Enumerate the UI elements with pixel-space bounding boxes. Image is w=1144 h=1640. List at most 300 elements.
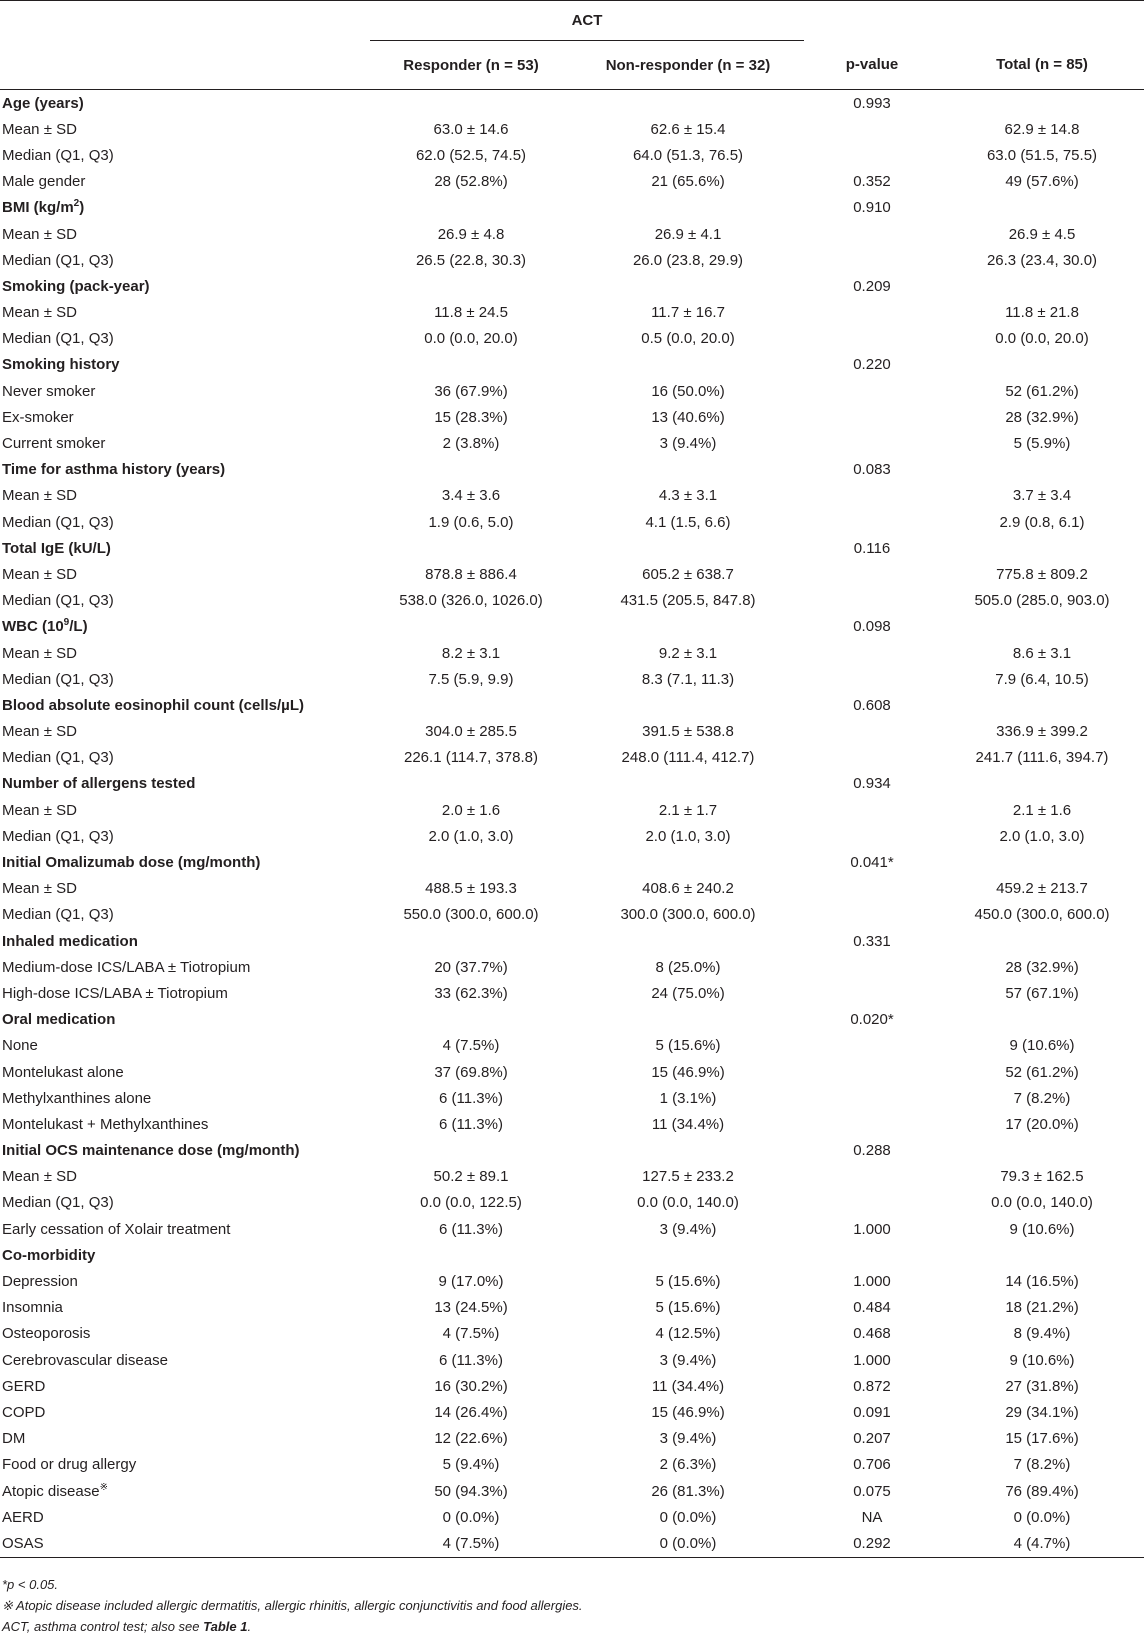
- row-label: [0, 300, 370, 326]
- cell-total: [940, 352, 1144, 378]
- row-label-text: Time for asthma history (years): [2, 461, 226, 479]
- cell-non-responder: [572, 928, 804, 954]
- cell-non-responder: 62.6 ± 15.4: [650, 120, 726, 138]
- row-label: [0, 378, 370, 404]
- cell-total: 0.0 (0.0, 20.0): [995, 330, 1089, 348]
- section-row: [0, 195, 1144, 221]
- row-label-text: WBC (10: [2, 618, 64, 636]
- cell-responder: 50 (94.3%): [434, 1482, 508, 1500]
- cell-total: 3.7 ± 3.4: [1012, 487, 1072, 505]
- cell-total: [940, 1138, 1144, 1164]
- row-label: [0, 1007, 370, 1033]
- row-label: [0, 980, 370, 1006]
- cell-p-value: 0.098: [853, 618, 891, 636]
- cell-total: 9 (10.6%): [1009, 1037, 1075, 1055]
- cell-responder: 26.5 (22.8, 30.3): [415, 251, 527, 269]
- section-row: [0, 352, 1144, 378]
- cell-p-value: 0.220: [853, 356, 891, 374]
- cell-non-responder: 64.0 (51.3, 76.5): [632, 146, 744, 164]
- row-label-text: Age (years): [2, 94, 84, 112]
- cell-total: 57 (67.1%): [1005, 984, 1079, 1002]
- cell-responder: 6 (11.3%): [439, 1351, 503, 1369]
- cell-non-responder: 4 (12.5%): [655, 1325, 721, 1343]
- cell-p-value: [804, 247, 940, 273]
- row-label: [0, 1059, 370, 1085]
- row-label-text: Median (Q1, Q3): [2, 827, 114, 845]
- row-label-text: Blood absolute eosinophil count (cells/µL): [2, 696, 304, 714]
- cell-total: 459.2 ± 213.7: [996, 880, 1088, 898]
- cell-responder: [370, 195, 572, 221]
- cell-responder: 226.1 (114.7, 378.8): [404, 749, 538, 767]
- cell-non-responder: 3 (9.4%): [659, 1430, 717, 1448]
- row-label: [0, 535, 370, 561]
- cell-non-responder: 431.5 (205.5, 847.8): [620, 592, 756, 610]
- cell-responder: 4 (7.5%): [442, 1325, 500, 1343]
- cell-p-value: 0.993: [853, 94, 891, 112]
- cell-total: 5 (5.9%): [1013, 435, 1071, 453]
- cell-non-responder: 5 (15.6%): [655, 1299, 721, 1317]
- row-label: [0, 1242, 370, 1268]
- cell-total: 62.9 ± 14.8: [1004, 120, 1080, 138]
- row-label: [0, 169, 370, 195]
- cell-responder: 0.0 (0.0, 122.5): [420, 1194, 522, 1212]
- cell-responder: 28 (52.8%): [434, 173, 508, 191]
- row-label-text: Food or drug allergy: [2, 1456, 137, 1474]
- cell-p-value: [804, 1059, 940, 1085]
- cell-total: 4 (4.7%): [1013, 1534, 1071, 1552]
- table-row: [0, 483, 1144, 509]
- table-row: [0, 1085, 1144, 1111]
- cell-p-value: 1.000: [853, 1273, 891, 1291]
- cell-responder: 878.8 ± 886.4: [425, 565, 517, 583]
- row-label-text: Mean ± SD: [2, 304, 77, 322]
- cell-p-value: [804, 378, 940, 404]
- section-row: [0, 614, 1144, 640]
- cell-total: 52 (61.2%): [1005, 382, 1079, 400]
- cell-responder: 12 (22.6%): [434, 1430, 508, 1448]
- cell-total: 9 (10.6%): [1009, 1351, 1075, 1369]
- cell-responder: [370, 535, 572, 561]
- table-row: [0, 1190, 1144, 1216]
- cell-total: [940, 273, 1144, 299]
- row-label-text: Mean ± SD: [2, 644, 77, 662]
- footnote-abbreviation-end: .: [247, 1619, 252, 1634]
- cell-total: 2.1 ± 1.6: [1012, 801, 1072, 819]
- cell-responder: [370, 692, 572, 718]
- cell-non-responder: 26.9 ± 4.1: [654, 225, 722, 243]
- cell-p-value: [804, 1111, 940, 1137]
- column-header-variable: [0, 41, 370, 90]
- cell-p-value: 0.116: [853, 539, 891, 557]
- table-row: [0, 719, 1144, 745]
- cell-total: 9 (10.6%): [1009, 1220, 1075, 1238]
- table-row: [0, 902, 1144, 928]
- cell-p-value: [804, 902, 940, 928]
- cell-responder: 13 (24.5%): [434, 1299, 508, 1317]
- row-label-text: GERD: [2, 1377, 46, 1395]
- row-label: [0, 588, 370, 614]
- cell-non-responder: 4.1 (1.5, 6.6): [645, 513, 731, 531]
- cell-non-responder: 5 (15.6%): [655, 1037, 721, 1055]
- section-row: [0, 90, 1144, 116]
- cell-responder: 6 (11.3%): [439, 1089, 503, 1107]
- cell-non-responder: 8.3 (7.1, 11.3): [641, 670, 735, 688]
- cell-p-value: [804, 797, 940, 823]
- cell-p-value: [804, 666, 940, 692]
- cell-non-responder: 0 (0.0%): [659, 1508, 717, 1526]
- row-label: [0, 1295, 370, 1321]
- cell-responder: 304.0 ± 285.5: [425, 723, 517, 741]
- row-label: [0, 116, 370, 142]
- row-label-text: Early cessation of Xolair treatment: [2, 1220, 231, 1238]
- cell-total: 49 (57.6%): [1005, 173, 1079, 191]
- cell-responder: 14 (26.4%): [434, 1403, 508, 1421]
- row-label-text: Medium-dose ICS/LABA ± Tiotropium: [2, 958, 251, 976]
- row-label: [0, 719, 370, 745]
- cell-p-value: [804, 719, 940, 745]
- cell-total: 26.3 (23.4, 30.0): [986, 251, 1098, 269]
- table-row: [0, 823, 1144, 849]
- row-label: [0, 797, 370, 823]
- table-row: [0, 300, 1144, 326]
- cell-non-responder: [572, 273, 804, 299]
- table-row: [0, 142, 1144, 168]
- cell-responder: 26.9 ± 4.8: [437, 225, 505, 243]
- act-group-header: ACT: [370, 1, 804, 41]
- cell-total: 79.3 ± 162.5: [1000, 1168, 1084, 1186]
- table-row: [0, 1399, 1144, 1425]
- row-label: [0, 404, 370, 430]
- cell-total: 336.9 ± 399.2: [996, 723, 1088, 741]
- row-label: [0, 1399, 370, 1425]
- cell-total: 27 (31.8%): [1005, 1377, 1079, 1395]
- table-row: [0, 404, 1144, 430]
- row-label-text: Median (Q1, Q3): [2, 592, 114, 610]
- cell-total: 15 (17.6%): [1005, 1430, 1079, 1448]
- row-label: [0, 221, 370, 247]
- cell-p-value: 1.000: [853, 1351, 891, 1369]
- table-row: [0, 1295, 1144, 1321]
- cell-p-value: [804, 221, 940, 247]
- row-label-text: Median (Q1, Q3): [2, 906, 114, 924]
- row-label-text: Median (Q1, Q3): [2, 251, 114, 269]
- cell-responder: [370, 352, 572, 378]
- row-label-superscript: 9: [63, 617, 70, 629]
- row-label-text: Initial Omalizumab dose (mg/month): [2, 854, 261, 872]
- cell-responder: 3.4 ± 3.6: [441, 487, 501, 505]
- row-label-superscript: ※: [99, 1481, 108, 1493]
- cell-total: 775.8 ± 809.2: [996, 565, 1088, 583]
- cell-total: 505.0 (285.0, 903.0): [974, 592, 1110, 610]
- cell-responder: 36 (67.9%): [434, 382, 508, 400]
- table-row: [0, 797, 1144, 823]
- table-row: [0, 509, 1144, 535]
- cell-p-value: NA: [861, 1508, 883, 1526]
- row-label-text: Insomnia: [2, 1299, 63, 1317]
- table-row: [0, 1426, 1144, 1452]
- cell-total: [940, 771, 1144, 797]
- cell-non-responder: 24 (75.0%): [651, 984, 725, 1002]
- cell-total: [940, 692, 1144, 718]
- cell-total: 8.6 ± 3.1: [1012, 644, 1072, 662]
- cell-responder: 6 (11.3%): [439, 1115, 503, 1133]
- row-label-text: Mean ± SD: [2, 723, 77, 741]
- cell-p-value: [804, 509, 940, 535]
- cell-non-responder: 4.3 ± 3.1: [658, 487, 718, 505]
- cell-total: [940, 535, 1144, 561]
- cell-p-value: 0.288: [853, 1142, 891, 1160]
- cell-non-responder: 21 (65.6%): [651, 173, 725, 191]
- row-label-text: Osteoporosis: [2, 1325, 91, 1343]
- cell-total: 17 (20.0%): [1005, 1115, 1079, 1133]
- cell-p-value: [804, 116, 940, 142]
- row-label-text: AERD: [2, 1508, 44, 1526]
- cell-p-value: 0.608: [853, 696, 891, 714]
- cell-responder: 4 (7.5%): [442, 1037, 500, 1055]
- table-row: [0, 1059, 1144, 1085]
- cell-non-responder: [572, 1138, 804, 1164]
- table-row: [0, 1347, 1144, 1373]
- cell-non-responder: 408.6 ± 240.2: [642, 880, 734, 898]
- row-label-text: Smoking (pack-year): [2, 277, 150, 295]
- cell-p-value: [804, 326, 940, 352]
- cell-total: 0.0 (0.0, 140.0): [991, 1194, 1093, 1212]
- cell-responder: 33 (62.3%): [434, 984, 508, 1002]
- cell-p-value: 0.468: [853, 1325, 891, 1343]
- row-label-text: Median (Q1, Q3): [2, 146, 114, 164]
- table-row: [0, 1530, 1144, 1557]
- row-label: [0, 1347, 370, 1373]
- cell-p-value: 0.209: [853, 277, 891, 295]
- cell-p-value: [804, 954, 940, 980]
- cell-total: 52 (61.2%): [1005, 1063, 1079, 1081]
- cell-responder: 550.0 (300.0, 600.0): [403, 906, 539, 924]
- cell-p-value: [804, 1190, 940, 1216]
- section-row: [0, 273, 1144, 299]
- row-label-text: Smoking history: [2, 356, 120, 374]
- row-label-text: Atopic disease: [2, 1482, 100, 1500]
- row-label-text: Depression: [2, 1273, 78, 1291]
- bottom-rule: [0, 1557, 1144, 1558]
- row-label: [0, 666, 370, 692]
- row-label: [0, 640, 370, 666]
- cell-non-responder: 8 (25.0%): [655, 958, 721, 976]
- cell-non-responder: 3 (9.4%): [659, 1220, 717, 1238]
- table-row: [0, 666, 1144, 692]
- table-row: [0, 326, 1144, 352]
- cell-total: 28 (32.9%): [1005, 958, 1079, 976]
- row-label-text: Initial OCS maintenance dose (mg/month): [2, 1142, 300, 1160]
- cell-responder: 2.0 (1.0, 3.0): [428, 827, 514, 845]
- cell-p-value: 1.000: [853, 1220, 891, 1238]
- cell-total: [940, 1007, 1144, 1033]
- row-label-text: Median (Q1, Q3): [2, 1194, 114, 1212]
- table-row: [0, 640, 1144, 666]
- cell-non-responder: [572, 849, 804, 875]
- row-label-text: Median (Q1, Q3): [2, 670, 114, 688]
- row-label: [0, 352, 370, 378]
- cell-responder: [370, 1138, 572, 1164]
- cell-responder: [370, 771, 572, 797]
- cell-non-responder: 9.2 ± 3.1: [658, 644, 718, 662]
- cell-p-value: [804, 745, 940, 771]
- cell-responder: [370, 1242, 572, 1268]
- cell-total: [940, 928, 1144, 954]
- cell-p-value: 0.934: [853, 775, 891, 793]
- cell-p-value: 0.292: [853, 1534, 891, 1552]
- row-label-text: Co-morbidity: [2, 1246, 96, 1264]
- row-label-text: Never smoker: [2, 382, 96, 400]
- cell-non-responder: [572, 352, 804, 378]
- table-row: [0, 588, 1144, 614]
- footnote-atopic-text: Atopic disease included allergic dermatitis, allergic rhinitis, allergic conjunctivitis and food allergies.: [16, 1598, 583, 1613]
- cell-p-value: [804, 430, 940, 456]
- table-1-reference[interactable]: Table 1: [203, 1619, 248, 1634]
- cell-total: [940, 1242, 1144, 1268]
- cell-responder: 4 (7.5%): [442, 1534, 500, 1552]
- row-label: [0, 692, 370, 718]
- table-row: [0, 378, 1144, 404]
- row-label-text: OSAS: [2, 1534, 44, 1552]
- row-label-text: High-dose ICS/LABA ± Tiotropium: [2, 984, 228, 1002]
- row-label-suffix: /L): [69, 618, 88, 636]
- cell-responder: [370, 90, 572, 116]
- row-label: [0, 1426, 370, 1452]
- row-label: [0, 876, 370, 902]
- table-row: [0, 116, 1144, 142]
- cell-responder: 2.0 ± 1.6: [441, 801, 501, 819]
- cell-non-responder: 26.0 (23.8, 29.9): [632, 251, 744, 269]
- row-label-text: Ex-smoker: [2, 408, 74, 426]
- row-label-text: Mean ± SD: [2, 565, 77, 583]
- row-label: [0, 771, 370, 797]
- row-label: [0, 849, 370, 875]
- cell-p-value: [804, 404, 940, 430]
- row-label: [0, 823, 370, 849]
- cell-non-responder: [572, 1007, 804, 1033]
- cell-total: 11.8 ± 21.8: [1005, 304, 1079, 322]
- table-row: [0, 430, 1144, 456]
- row-label: [0, 1085, 370, 1111]
- cell-total: 7.9 (6.4, 10.5): [995, 670, 1089, 688]
- cell-non-responder: 3 (9.4%): [659, 435, 717, 453]
- cell-p-value: [804, 980, 940, 1006]
- table-body: [0, 90, 1144, 1557]
- table-row: [0, 1216, 1144, 1242]
- cell-total: [940, 614, 1144, 640]
- column-header-total: Total (n = 85): [996, 56, 1088, 74]
- row-label-text: Cerebrovascular disease: [2, 1351, 168, 1369]
- cell-p-value: 0.075: [853, 1482, 891, 1500]
- section-row: [0, 692, 1144, 718]
- table-row: [0, 221, 1144, 247]
- row-label: [0, 1164, 370, 1190]
- table-row: [0, 1033, 1144, 1059]
- cell-responder: [370, 614, 572, 640]
- cell-p-value: 0.484: [853, 1299, 891, 1317]
- cell-p-value: [804, 640, 940, 666]
- row-label-text: Montelukast alone: [2, 1063, 124, 1081]
- cell-responder: 7.5 (5.9, 9.9): [428, 670, 514, 688]
- cell-total: 7 (8.2%): [1013, 1456, 1071, 1474]
- row-label-text: Mean ± SD: [2, 801, 77, 819]
- table-row: [0, 1373, 1144, 1399]
- cell-non-responder: 2.0 (1.0, 3.0): [645, 827, 731, 845]
- cell-responder: [370, 457, 572, 483]
- section-row: [0, 849, 1144, 875]
- cell-responder: 538.0 (326.0, 1026.0): [399, 592, 543, 610]
- cell-p-value: 0.352: [853, 173, 891, 191]
- row-label: [0, 928, 370, 954]
- cell-p-value: [804, 561, 940, 587]
- row-label-text: COPD: [2, 1403, 46, 1421]
- row-label: [0, 954, 370, 980]
- table-row: [0, 876, 1144, 902]
- footnote-abbreviation: [2, 1616, 583, 1637]
- footnote-atopic-mark: ※: [2, 1598, 13, 1613]
- row-label-text: Mean ± SD: [2, 880, 77, 898]
- cell-non-responder: 3 (9.4%): [659, 1351, 717, 1369]
- cell-non-responder: [572, 457, 804, 483]
- cell-non-responder: 2 (6.3%): [659, 1456, 717, 1474]
- cell-responder: 9 (17.0%): [438, 1273, 504, 1291]
- cell-p-value: [804, 300, 940, 326]
- row-label: [0, 1530, 370, 1557]
- cell-total: [940, 195, 1144, 221]
- table-row: [0, 1321, 1144, 1347]
- cell-non-responder: 11 (34.4%): [651, 1115, 725, 1133]
- cell-non-responder: 2.1 ± 1.7: [658, 801, 718, 819]
- cell-total: [940, 849, 1144, 875]
- row-label: [0, 247, 370, 273]
- row-label-text: Oral medication: [2, 1011, 116, 1029]
- cell-responder: 0.0 (0.0, 20.0): [424, 330, 518, 348]
- cell-responder: 37 (69.8%): [434, 1063, 508, 1081]
- row-label: [0, 745, 370, 771]
- row-label-text: BMI (kg/m: [2, 199, 74, 217]
- row-label-text: Mean ± SD: [2, 1168, 77, 1186]
- cell-responder: 8.2 ± 3.1: [441, 644, 501, 662]
- cell-total: 2.0 (1.0, 3.0): [999, 827, 1085, 845]
- row-label-suffix: ): [79, 199, 85, 217]
- cell-non-responder: [572, 771, 804, 797]
- row-label: [0, 902, 370, 928]
- cell-p-value: [804, 876, 940, 902]
- cell-p-value: 0.207: [853, 1430, 891, 1448]
- row-label: [0, 1478, 370, 1504]
- cell-total: 8 (9.4%): [1013, 1325, 1071, 1343]
- row-label: [0, 614, 370, 640]
- row-label: [0, 1111, 370, 1137]
- row-label-superscript: 2: [73, 198, 80, 210]
- cell-responder: [370, 1007, 572, 1033]
- column-header-p-value: p-value: [845, 56, 899, 74]
- cell-total: 450.0 (300.0, 600.0): [974, 906, 1110, 924]
- cell-p-value: 0.872: [853, 1377, 891, 1395]
- row-label-text: Mean ± SD: [2, 120, 77, 138]
- cell-non-responder: 300.0 (300.0, 600.0): [620, 906, 756, 924]
- row-label-text: Median (Q1, Q3): [2, 330, 114, 348]
- table-footnotes: [2, 1574, 583, 1637]
- row-label-text: Mean ± SD: [2, 487, 77, 505]
- cell-non-responder: 5 (15.6%): [655, 1273, 721, 1291]
- cell-responder: 15 (28.3%): [434, 408, 508, 426]
- row-label-text: Male gender: [2, 173, 86, 191]
- section-row: [0, 1242, 1144, 1268]
- cell-responder: [370, 273, 572, 299]
- cell-p-value: 0.091: [853, 1403, 891, 1421]
- row-label: [0, 483, 370, 509]
